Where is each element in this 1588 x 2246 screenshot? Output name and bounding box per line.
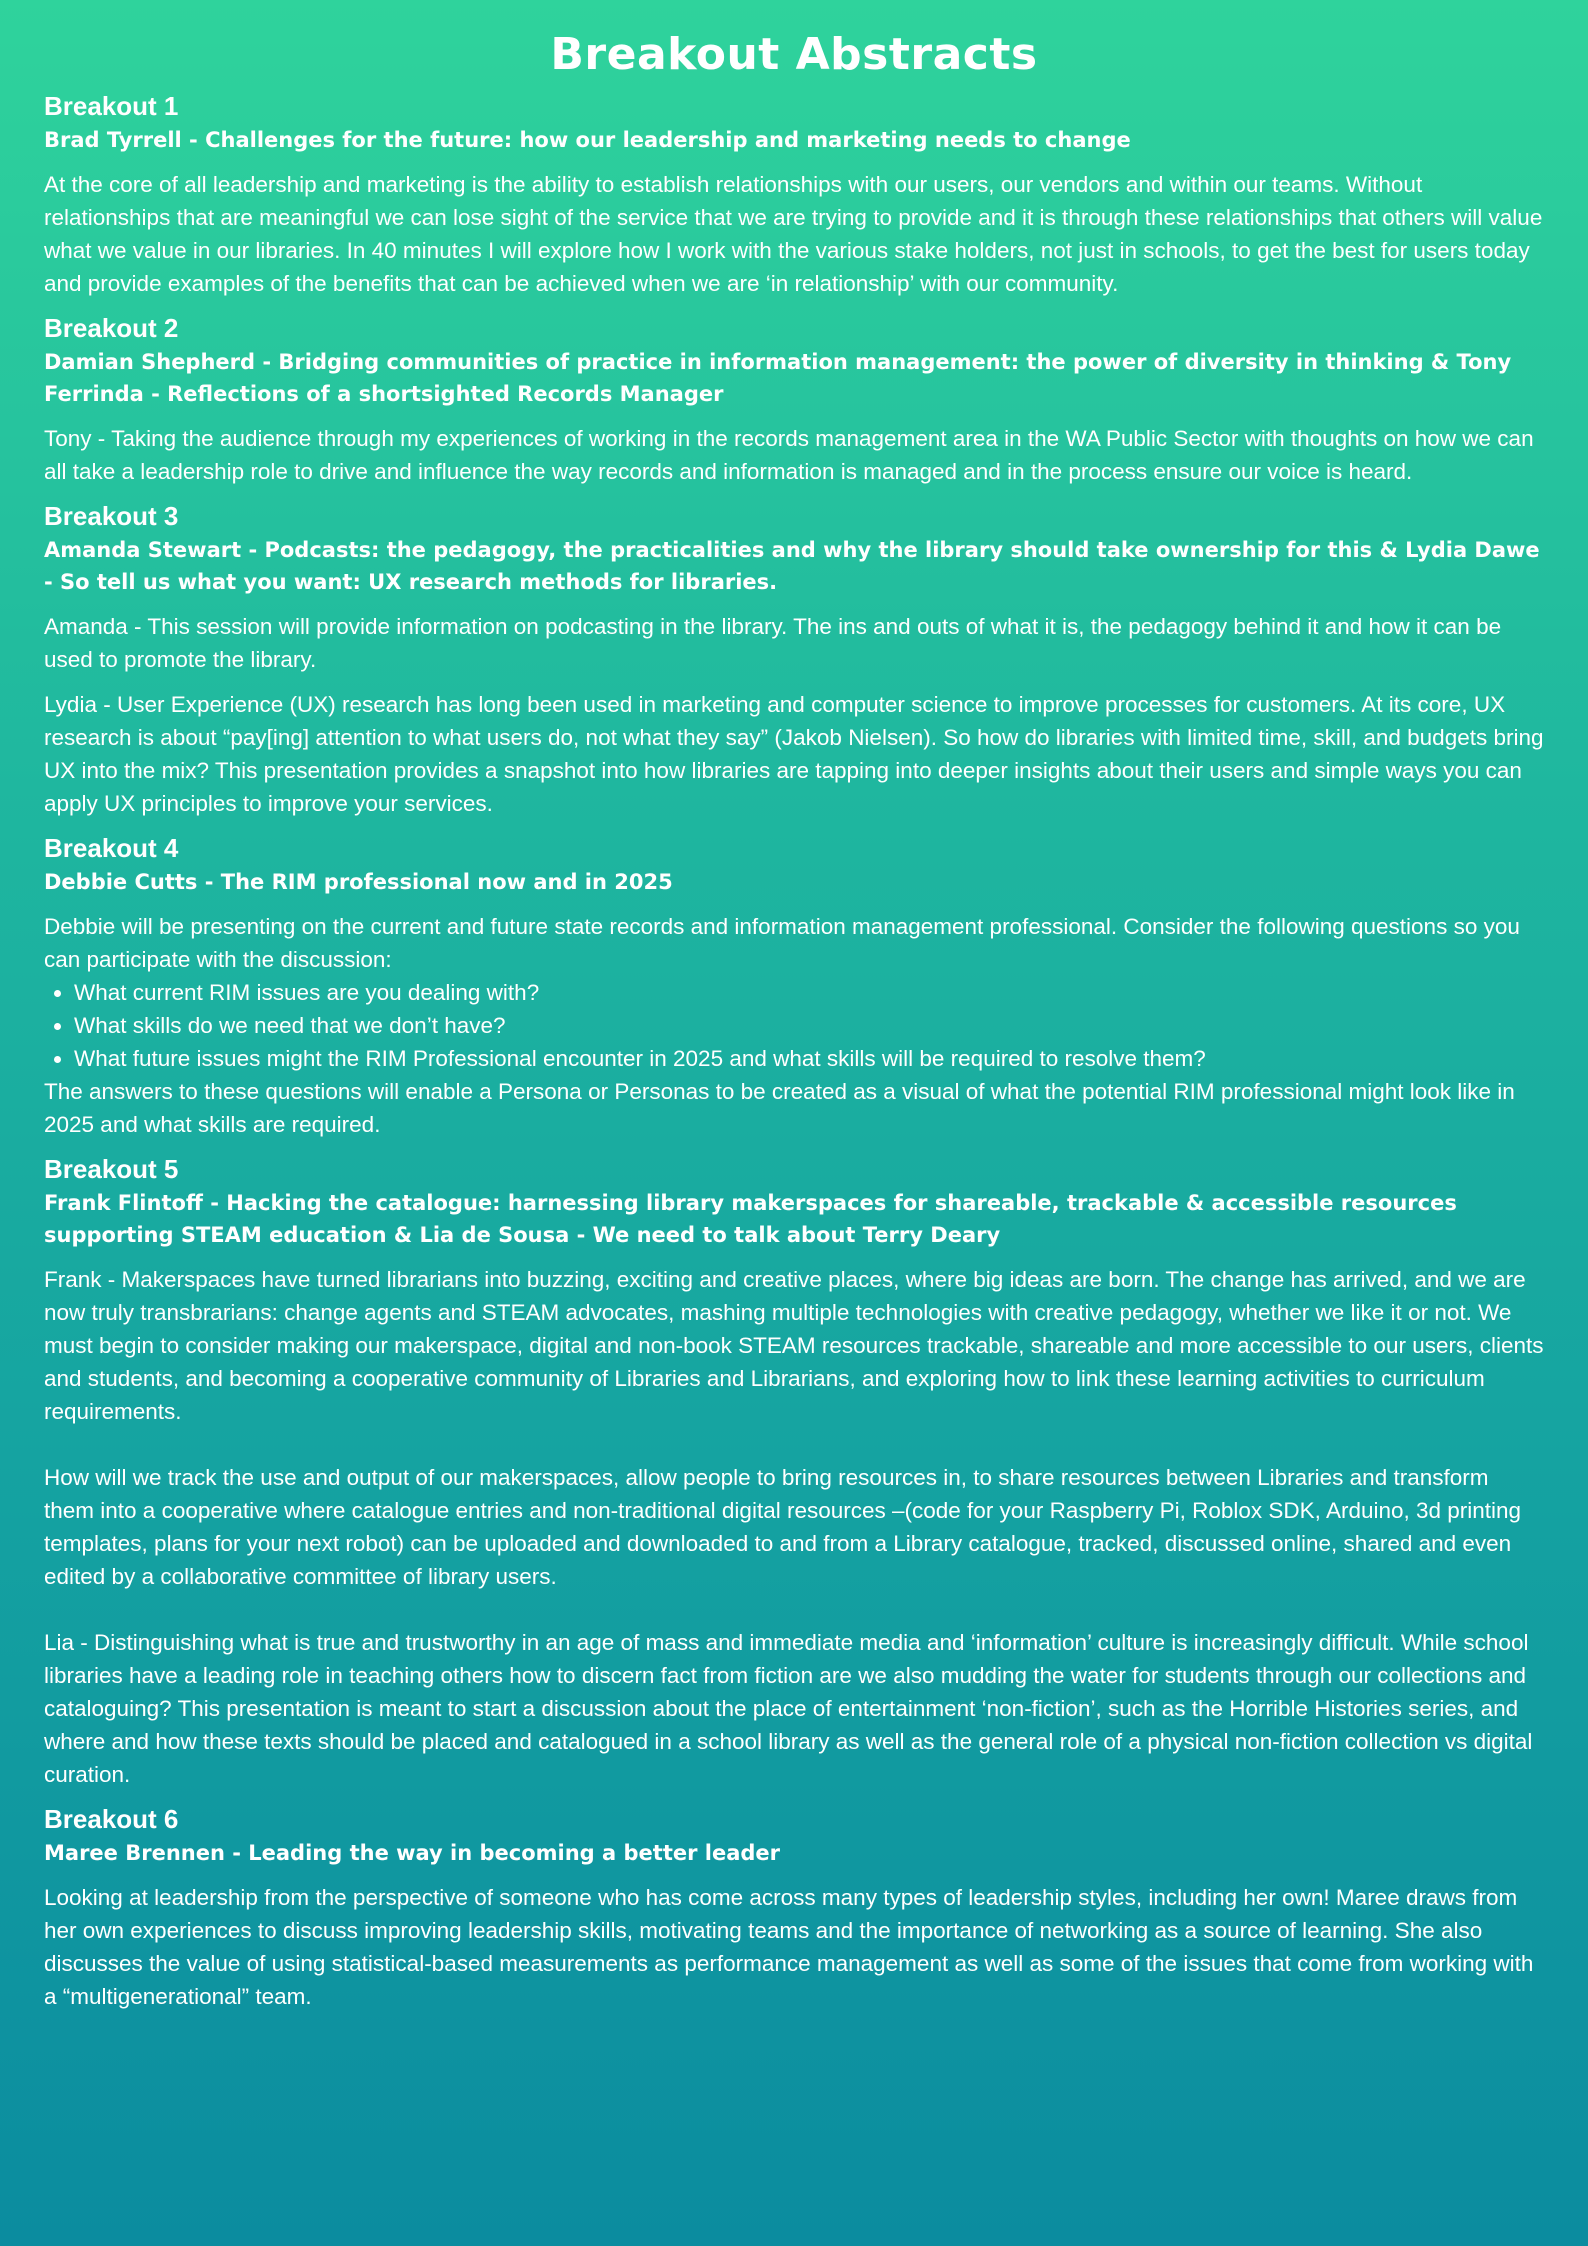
list-item: • What current RIM issues are you dealing with?	[74, 976, 1544, 1009]
breakout-section-5	[44, 1153, 1544, 1791]
abstract-outro: The answers to these questions will enable a Persona or Personas to be created as a visual of what the potential RIM professional might look like in 2025 and what skills are required.	[44, 1079, 1515, 1137]
talk-title: Damian Shepherd - Bridging communities of practice in information management: the power of diversity in thinking & Tony Ferrinda - Reflections of a shortsighted Records Manager	[44, 350, 1512, 406]
breakout-label: Breakout 6	[44, 1804, 179, 1834]
talk-title: Amanda Stewart - Podcasts: the pedagogy, the practicalities and why the library should take ownership for this & Lydia Dawe - So tell us what you want: UX research methods for libraries.	[44, 538, 1540, 594]
talk-title: Brad Tyrrell - Challenges for the future: how our leadership and marketing needs to change	[44, 128, 1131, 152]
page-title: Breakout Abstracts	[550, 29, 1038, 80]
abstract-paragraph: Tony - Taking the audience through my experiences of working in the records management area in the WA Public Sector with thoughts on how we can all take a leadership role to drive and influence the way records and information is managed and in the process ensure our voice is heard.	[44, 426, 1534, 484]
breakout-section-2	[44, 312, 1544, 488]
breakout-label: Breakout 5	[44, 1154, 179, 1184]
question-list	[44, 976, 1544, 1075]
abstract-paragraph: Lia - Distinguishing what is true and trustworthy in an age of mass and immediate media and ‘information’ culture is increasingly difficult. While school libraries have a leading role in teaching others how to discern fact from fiction are we also mudding the water for students through our collections and cataloguing? This presentation is meant to start a discussion about the place of entertainment ‘non-fiction’, such as the Horrible Histories series, and where and how these texts should be placed and catalogued in a school library as well as the general role of a physical non-fiction collection vs digital curation.	[44, 1630, 1533, 1787]
abstract-paragraph: At the core of all leadership and marketing is the ability to establish relationships with our users, our vendors and within our teams. Without relationships that are meaningful we can lose sight of the service that we are trying to provide and it is through these relationships that others will value what we value in our libraries. In 40 minutes I will explore how I work with the various stake holders, not just in schools, to get the best for users today and provide examples of the benefits that can be achieved when we are ‘in relationship’ with our community.	[44, 172, 1543, 296]
breakout-section-4	[44, 832, 1544, 1141]
abstract-paragraph: Amanda - This session will provide information on podcasting in the library. The ins and outs of what it is, the pedagogy behind it and how it can be used to promote the library.	[44, 614, 1502, 672]
talk-title: Maree Brennen - Leading the way in becoming a better leader	[44, 1841, 781, 1865]
list-item: • What future issues might the RIM Professional encounter in 2025 and what skills will be required to resolve them?	[74, 1042, 1544, 1075]
talk-title: Debbie Cutts - The RIM professional now and in 2025	[44, 870, 673, 894]
abstract-paragraph: Frank - Makerspaces have turned librarians into buzzing, exciting and creative places, where big ideas are born. The change has arrived, and we are now truly transbrarians: change agents and STEAM advocates, mashing multiple technologies with creative pedagogy, whether we like it or not. We must begin to consider making our makerspace, digital and non-book STEAM resources trackable, shareable and more accessible to our users, clients and students, and becoming a cooperative community of Libraries and Librarians, and exploring how to link these learning activities to curriculum requirements.	[44, 1267, 1544, 1424]
breakout-label: Breakout 4	[44, 833, 179, 863]
abstract-paragraph: Looking at leadership from the perspective of someone who has come across many types of leadership styles, including her own! Maree draws from her own experiences to discuss improving leadership skills, motivating teams and the importance of networking as a source of learning. She also discusses the value of using statistical-based measurements as performance management as well as some of the issues that come from working with a “multigenerational” team.	[44, 1885, 1534, 2009]
talk-title: Frank Flintoff - Hacking the catalogue: harnessing library makerspaces for shareable, trackable & accessible resources supporting STEAM education & Lia de Sousa - We need to talk about Terry Deary	[44, 1191, 1457, 1247]
breakout-label: Breakout 2	[44, 313, 179, 343]
abstract-intro: Debbie will be presenting on the current and future state records and information management professional. Consider the following questions so you can participate with the discussion:	[44, 914, 1520, 972]
abstract-paragraph: How will we track the use and output of our makerspaces, allow people to bring resources in, to share resources between Libraries and transform them into a cooperative where catalogue entries and non-traditional digital resources –(code for your Raspberry Pi, Roblox SDK, Arduino, 3d printing templates, plans for your next robot) can be uploaded and downloaded to and from a Library catalogue, tracked, discussed online, shared and even edited by a collaborative committee of library users.	[44, 1465, 1522, 1589]
breakout-label: Breakout 1	[44, 91, 179, 121]
breakout-section-1	[44, 90, 1544, 300]
list-item: • What skills do we need that we don’t have?	[74, 1009, 1544, 1042]
breakout-label: Breakout 3	[44, 501, 179, 531]
abstract-paragraph: Lydia - User Experience (UX) research has long been used in marketing and computer science to improve processes for customers. At its core, UX research is about “pay[ing] attention to what users do, not what they say” (Jakob Nielsen). So how do libraries with limited time, skill, and budgets bring UX into the mix? This presentation provides a snapshot into how libraries are tapping into deeper insights about their users and simple ways you can apply UX principles to improve your services.	[44, 692, 1544, 816]
breakout-section-6	[44, 1803, 1544, 2013]
breakout-section-3	[44, 500, 1544, 820]
